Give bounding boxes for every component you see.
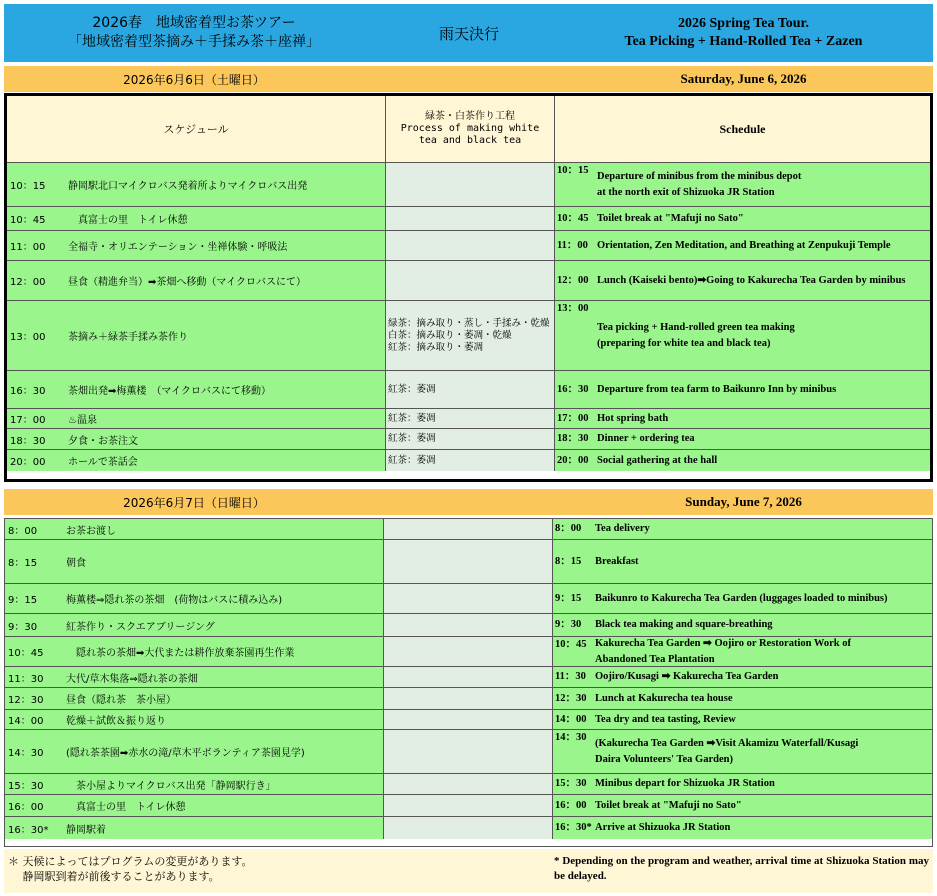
process-cell: 紅茶：萎凋 bbox=[386, 409, 555, 428]
activity-jp: 紅茶作り・スクエアブリージング bbox=[66, 621, 215, 633]
activity-jp: 真富士の里 トイレ休憩 bbox=[68, 215, 188, 226]
activity-jp: 茶小屋よりマイクロバス出発「静岡駅行き」 bbox=[66, 780, 276, 792]
process-cell bbox=[384, 614, 553, 636]
table-row bbox=[7, 429, 930, 450]
activity-jp: お茶お渡し bbox=[66, 525, 116, 537]
day1-date-en: Saturday, June 6, 2026 bbox=[680, 71, 807, 86]
schedule-jp-cell bbox=[7, 163, 386, 206]
header-banner bbox=[4, 4, 933, 62]
activity-en: Social gathering at the hall bbox=[597, 454, 718, 466]
process-cell bbox=[384, 710, 553, 729]
schedule-en-cell bbox=[553, 730, 932, 773]
schedule-jp-cell bbox=[5, 584, 384, 613]
table-row bbox=[7, 450, 930, 471]
time-en: 8：15 bbox=[555, 555, 582, 567]
time-en: 18：30 bbox=[557, 433, 589, 444]
activity-jp: 静岡駅着 bbox=[66, 824, 106, 836]
schedule-en-cell bbox=[555, 450, 930, 471]
schedule-en-cell bbox=[553, 774, 932, 794]
activity-jp: 茶畑出発➡梅薫楼 （マイクロバスにて移動） bbox=[68, 386, 271, 397]
day2-date-jp: 2026年6月7日（日曜日） bbox=[123, 495, 265, 510]
time-en: 10：15 bbox=[557, 165, 589, 176]
schedule-en-cell bbox=[553, 688, 932, 709]
time-en: 9：15 bbox=[555, 592, 582, 604]
footer-notes bbox=[4, 849, 933, 893]
activity-en: Departure of minibus from the minibus depot at the north exit of Shizuoka JR Station bbox=[597, 170, 802, 198]
time-en: 11：30 bbox=[555, 671, 586, 682]
schedule-en-cell bbox=[555, 163, 930, 206]
activity-jp: 静岡駅北口マイクロバス発着所よりマイクロバス出発 bbox=[68, 181, 308, 192]
process-header-jp: 緑茶・白茶作り工程 bbox=[425, 111, 515, 122]
schedule-jp-cell bbox=[5, 540, 384, 583]
time-en: 14：30 bbox=[555, 732, 587, 743]
time-jp: 20：00 bbox=[10, 457, 46, 468]
day2-schedule-table bbox=[4, 518, 933, 847]
activity-en: Lunch at Kakurecha tea house bbox=[595, 692, 733, 704]
schedule-jp-cell bbox=[5, 710, 384, 729]
schedule-jp-cell bbox=[7, 301, 386, 370]
activity-jp: 昼食（精進弁当）➡茶畑へ移動（マイクロバスにて） bbox=[68, 277, 306, 288]
schedule-en-cell bbox=[553, 637, 932, 666]
process-cell bbox=[384, 774, 553, 794]
schedule-jp-cell bbox=[5, 614, 384, 636]
activity-en: Lunch (Kaiseki bento)➡Going to Kakurecha Tea Garden by minibus bbox=[597, 274, 906, 286]
activity-jp: (隠れ茶茶園➡赤水の滝/草木平ボランティア茶園見学) bbox=[66, 748, 305, 759]
time-jp: 8：00 bbox=[8, 525, 38, 537]
schedule-en-cell bbox=[555, 371, 930, 408]
activity-en: Orientation, Zen Meditation, and Breathing at Zenpukuji Temple bbox=[597, 239, 891, 251]
process-header-en: Process of making white tea and black tea bbox=[400, 123, 540, 146]
day2-date-bar bbox=[4, 489, 933, 515]
schedule-en-cell bbox=[553, 540, 932, 583]
activity-en: Dinner + ordering tea bbox=[597, 433, 695, 444]
footer-note-en: * Depending on the program and weather, arrival time at Shizuoka Station may be delayed. bbox=[554, 855, 929, 882]
schedule-jp-cell bbox=[7, 450, 386, 471]
title-jp-line1: 2026春 地域密着型お茶ツアー bbox=[92, 15, 296, 31]
activity-en: Breakfast bbox=[595, 555, 639, 567]
time-en: 11：00 bbox=[557, 239, 588, 251]
time-en: 9：30 bbox=[555, 619, 582, 630]
time-jp: 8：15 bbox=[8, 558, 38, 569]
time-jp: 18：30 bbox=[10, 435, 46, 447]
time-jp: 13：00 bbox=[10, 332, 46, 343]
schedule-jp-cell bbox=[5, 817, 384, 839]
table-row bbox=[5, 730, 932, 774]
process-cell: 紅茶：萎凋 bbox=[386, 450, 555, 471]
activity-jp: 大代/草木集落⇒隠れ茶の茶畑 bbox=[66, 673, 198, 685]
schedule-jp-cell bbox=[5, 730, 384, 773]
table-row bbox=[7, 231, 930, 261]
time-jp: 9：30 bbox=[8, 621, 38, 633]
process-cell bbox=[386, 231, 555, 260]
activity-en: Baikunro to Kakurecha Tea Garden (luggages loaded to minibus) bbox=[595, 592, 888, 604]
time-jp: 10：15 bbox=[10, 181, 46, 192]
time-en: 15：30 bbox=[555, 778, 587, 789]
process-cell bbox=[384, 688, 553, 709]
schedule-jp-cell bbox=[7, 409, 386, 428]
time-jp: 16：30 bbox=[10, 386, 46, 397]
activity-jp: 昼食（隠れ茶 茶小屋） bbox=[66, 695, 176, 706]
time-en: 16：30 bbox=[557, 383, 589, 395]
process-cell bbox=[384, 637, 553, 666]
activity-en: Oojiro/Kusagi ➡ Kakurecha Tea Garden bbox=[595, 671, 779, 682]
table-row bbox=[7, 371, 930, 409]
process-cell bbox=[384, 584, 553, 613]
day1-date-bar bbox=[4, 66, 933, 92]
schedule-en-cell bbox=[555, 261, 930, 300]
activity-jp: 夕食・お茶注文 bbox=[68, 435, 138, 447]
title-en-line1: 2026 Spring Tea Tour. bbox=[678, 16, 809, 31]
time-jp: 11：00 bbox=[10, 242, 46, 253]
schedule-en-cell bbox=[555, 231, 930, 260]
title-en bbox=[554, 4, 933, 62]
time-jp: 10：45 bbox=[10, 215, 46, 226]
time-jp: 10：45 bbox=[8, 648, 44, 659]
schedule-en-cell bbox=[553, 667, 932, 687]
activity-en: Departure from tea farm to Baikunro Inn by minibus bbox=[597, 383, 837, 395]
schedule-jp-cell bbox=[7, 207, 386, 230]
process-cell bbox=[386, 261, 555, 300]
activity-en: Toilet break at "Mafuji no Sato" bbox=[597, 212, 744, 224]
table-row bbox=[5, 688, 932, 710]
table-row bbox=[7, 301, 930, 371]
table-row bbox=[5, 519, 932, 540]
process-cell bbox=[384, 519, 553, 539]
time-jp: 17：00 bbox=[10, 415, 46, 426]
schedule-en-cell bbox=[553, 614, 932, 636]
table-row bbox=[7, 261, 930, 301]
column-header-process bbox=[386, 96, 555, 162]
time-en: 16：30* bbox=[555, 822, 592, 833]
table-row bbox=[5, 795, 932, 817]
table-row bbox=[7, 409, 930, 429]
day2-date-en: Sunday, June 7, 2026 bbox=[685, 494, 802, 509]
schedule-jp-cell bbox=[7, 429, 386, 449]
schedule-jp-cell bbox=[5, 688, 384, 709]
process-cell bbox=[386, 163, 555, 206]
schedule-en-cell bbox=[553, 795, 932, 816]
schedule-en-cell bbox=[555, 207, 930, 230]
footer-note-jp: ＊ 天候によってはプログラムの変更があります。 静岡駅到着が前後することがあります。 bbox=[8, 855, 253, 883]
column-header-schedule-en: Schedule bbox=[719, 121, 766, 136]
activity-jp: 全福寺・オリエンテーション・坐禅体験・呼吸法 bbox=[68, 242, 288, 253]
schedule-en-cell bbox=[555, 429, 930, 449]
schedule-jp-cell bbox=[7, 231, 386, 260]
title-jp bbox=[4, 4, 384, 62]
activity-en: Arrive at Shizuoka JR Station bbox=[595, 822, 731, 833]
time-en: 8：00 bbox=[555, 523, 582, 534]
table-row bbox=[5, 774, 932, 795]
schedule-en-cell bbox=[555, 301, 930, 370]
column-header-schedule-jp: スケジュール bbox=[7, 96, 386, 162]
title-jp-line2: 「地域密着型茶摘み＋手揉み茶＋座禅」 bbox=[68, 34, 320, 50]
table-row bbox=[7, 207, 930, 231]
activity-en: Tea dry and tea tasting, Review bbox=[595, 713, 736, 725]
schedule-en-cell bbox=[553, 710, 932, 729]
activity-jp: 真富士の里 トイレ休憩 bbox=[66, 802, 186, 813]
schedule-en-cell bbox=[553, 519, 932, 539]
title-en-line2: Tea Picking + Hand-Rolled Tea + Zazen bbox=[624, 34, 863, 49]
activity-jp: 梅薫楼⇒隠れ茶の茶畑 (荷物はバスに積み込み) bbox=[66, 595, 283, 606]
table-row bbox=[5, 637, 932, 667]
activity-en: Tea delivery bbox=[595, 523, 650, 534]
time-jp: 16：00 bbox=[8, 802, 44, 813]
schedule-en-cell bbox=[555, 409, 930, 428]
time-jp: 12：00 bbox=[10, 277, 46, 288]
time-en: 10：45 bbox=[555, 639, 587, 650]
activity-en: Toilet break at "Mafuji no Sato" bbox=[595, 799, 742, 811]
schedule-jp-cell bbox=[5, 667, 384, 687]
activity-jp: 茶摘み＋緑茶手揉み茶作り bbox=[68, 332, 188, 343]
time-jp: 16：30* bbox=[8, 824, 49, 836]
table-row bbox=[5, 614, 932, 637]
process-cell bbox=[384, 730, 553, 773]
time-en: 20：00 bbox=[557, 454, 589, 466]
time-jp: 12：30 bbox=[8, 695, 44, 706]
table-row bbox=[5, 710, 932, 730]
table-row bbox=[5, 817, 932, 839]
process-cell: 緑茶：摘み取り・蒸し・手揉み・乾燥 白茶：摘み取り・萎凋・乾燥 紅茶：摘み取り・萎凋 bbox=[386, 301, 555, 370]
schedule-en-cell bbox=[553, 817, 932, 839]
activity-jp: ♨温泉 bbox=[68, 415, 97, 426]
table-header bbox=[7, 96, 930, 163]
time-en: 17：00 bbox=[557, 412, 589, 424]
activity-jp: 隠れ茶の茶畑➡大代または耕作放棄茶園再生作業 bbox=[66, 648, 295, 659]
schedule-en-cell bbox=[553, 584, 932, 613]
schedule-jp-cell bbox=[5, 795, 384, 816]
time-jp: 9：15 bbox=[8, 595, 38, 606]
process-cell: 紅茶：萎凋 bbox=[386, 429, 555, 449]
time-en: 14：00 bbox=[555, 713, 587, 725]
time-en: 12：00 bbox=[557, 274, 589, 286]
day1-schedule-table bbox=[4, 93, 933, 482]
activity-en: Kakurecha Tea Garden ➡ Oojiro or Restoration Work of Abandoned Tea Plantation bbox=[595, 637, 851, 665]
activity-jp: ホールで茶話会 bbox=[68, 457, 138, 468]
schedule-jp-cell bbox=[7, 371, 386, 408]
time-jp: 11：30 bbox=[8, 673, 44, 685]
schedule-jp-cell bbox=[5, 637, 384, 666]
schedule-jp-cell bbox=[5, 519, 384, 539]
process-cell bbox=[384, 540, 553, 583]
activity-jp: 朝食 bbox=[66, 558, 86, 569]
time-en: 10：45 bbox=[557, 212, 589, 224]
time-jp: 15：30 bbox=[8, 780, 44, 792]
activity-en: Black tea making and square-breathing bbox=[595, 619, 773, 630]
schedule-jp-cell bbox=[7, 261, 386, 300]
time-en: 12：30 bbox=[555, 692, 587, 704]
process-cell bbox=[384, 817, 553, 839]
activity-en: Minibus depart for Shizuoka JR Station bbox=[595, 778, 775, 789]
schedule-jp-cell bbox=[5, 774, 384, 794]
rain-note: 雨天決行 bbox=[438, 24, 499, 43]
activity-en: Hot spring bath bbox=[597, 412, 669, 424]
activity-jp: 乾燥＋試飲＆振り返り bbox=[66, 716, 166, 727]
time-en: 13：00 bbox=[557, 303, 589, 314]
table-row bbox=[7, 163, 930, 207]
process-cell bbox=[386, 207, 555, 230]
time-en: 16：00 bbox=[555, 799, 587, 811]
process-cell bbox=[384, 667, 553, 687]
process-cell: 紅茶：萎凋 bbox=[386, 371, 555, 408]
time-jp: 14：30 bbox=[8, 748, 44, 759]
activity-en: (Kakurecha Tea Garden ➡Visit Akamizu Waterfall/Kusagi Daira Volunteers' Tea Garden) bbox=[595, 737, 859, 765]
table-row bbox=[5, 584, 932, 614]
table-row bbox=[5, 540, 932, 584]
table-row bbox=[5, 667, 932, 688]
process-cell bbox=[384, 795, 553, 816]
activity-en: Tea picking + Hand-rolled green tea making (preparing for white tea and black tea) bbox=[597, 321, 795, 349]
time-jp: 14：00 bbox=[8, 716, 44, 727]
day1-date-jp: 2026年6月6日（土曜日） bbox=[123, 72, 265, 87]
